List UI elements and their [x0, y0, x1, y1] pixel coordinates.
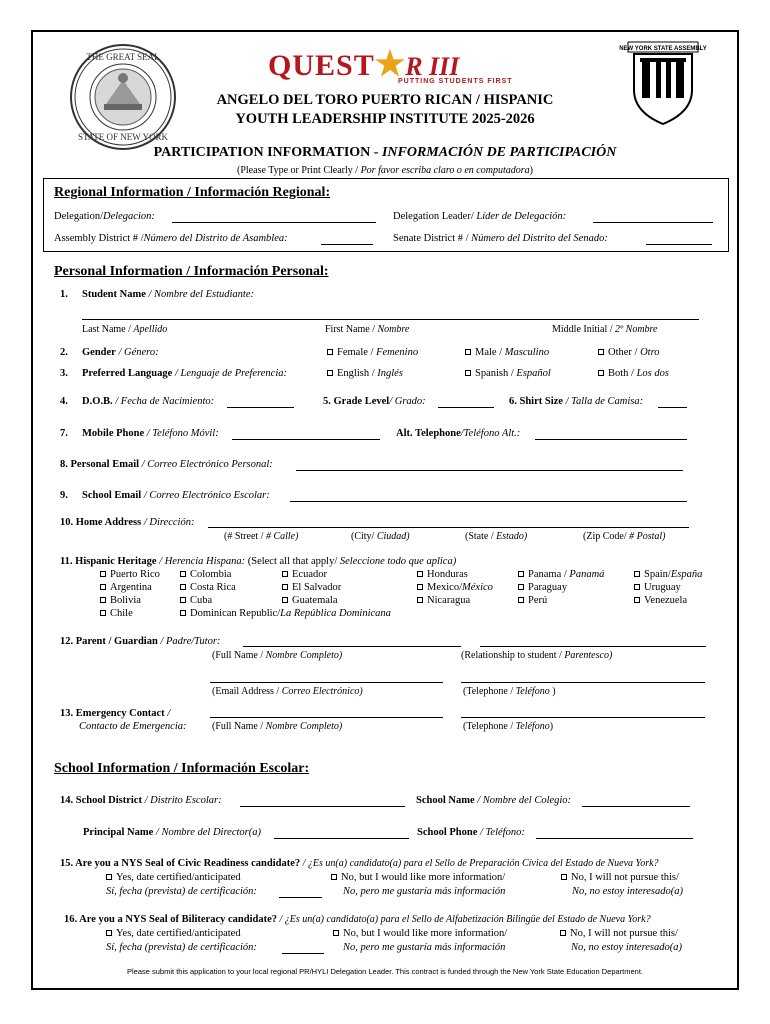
home-address-label: 10. Home Address / Dirección: [60, 517, 195, 528]
checkbox-icon[interactable] [465, 370, 471, 376]
shirt-size-field[interactable] [658, 407, 687, 408]
school-name-field[interactable] [582, 806, 690, 807]
country-option[interactable]: Guatemala [282, 595, 337, 606]
biliteracy-yes-option[interactable]: Yes, date certified/anticipated [106, 928, 241, 939]
checkbox-icon[interactable] [282, 597, 288, 603]
student-name-field[interactable] [82, 319, 699, 320]
svg-text:NEW YORK STATE ASSEMBLY: NEW YORK STATE ASSEMBLY [619, 46, 707, 52]
checkbox-icon[interactable] [327, 349, 333, 355]
mobile-phone-field[interactable] [232, 439, 380, 440]
checkbox-icon[interactable] [518, 571, 524, 577]
checkbox-icon[interactable] [100, 584, 106, 590]
checkbox-icon[interactable] [417, 584, 423, 590]
civic-no-but-option[interactable]: No, but I would like more information/ [331, 872, 505, 883]
checkbox-icon[interactable] [560, 930, 566, 936]
q2-number: 2. [60, 347, 68, 358]
student-name-label: Student Name / Nombre del Estudiante: [82, 289, 254, 300]
country-option[interactable]: Colombia [180, 569, 231, 580]
school-phone-label: School Phone / Teléfono: [417, 827, 525, 838]
checkbox-icon[interactable] [180, 584, 186, 590]
checkbox-icon[interactable] [180, 610, 186, 616]
q3-number: 3. [60, 368, 68, 379]
grade-level-label: 5. Grade Level/ Grado: [323, 396, 426, 407]
country-option[interactable]: Costa Rica [180, 582, 236, 593]
senate-district-label: Senate District # / Número del Distrito del Senado: [393, 233, 608, 244]
country-option[interactable]: Honduras [417, 569, 468, 580]
telephone-caption: (Telephone / Teléfono ) [463, 686, 556, 697]
country-option[interactable]: Uruguay [634, 582, 681, 593]
biliteracy-no-but-option[interactable]: No, but I would like more information/ [333, 928, 507, 939]
principal-name-label: Principal Name / Nombre del Director(a) [83, 827, 261, 838]
country-option[interactable]: Bolivia [100, 595, 141, 606]
civic-yes-label-es: Sí, fecha (prevista) de certificación: [106, 886, 257, 897]
delegation-leader-label: Delegation Leader/ Líder de Delegación: [393, 211, 567, 222]
star-icon: ★ [374, 46, 406, 83]
biliteracy-no-but-label-es: No, pero me gustaría más información [343, 942, 506, 953]
principal-name-field[interactable] [274, 838, 409, 839]
checkbox-icon[interactable] [417, 571, 423, 577]
country-option[interactable]: Argentina [100, 582, 152, 593]
biliteracy-yes-label-es: Sí, fecha (prevista) de certificación: [106, 942, 257, 953]
svg-text:THE GREAT SEAL: THE GREAT SEAL [86, 52, 160, 62]
q7-number: 7. [60, 428, 68, 439]
hispanic-heritage-label: 11. Hispanic Heritage / Herencia Hispana: (Select all that apply/ Seleccione todo que aplica) [60, 556, 457, 567]
checkbox-icon[interactable] [327, 370, 333, 376]
personal-email-label: 8. Personal Email / Correo Electrónico Personal: [60, 459, 273, 470]
country-option[interactable]: Venezuela [634, 595, 687, 606]
school-phone-field[interactable] [536, 838, 693, 839]
personal-heading: Personal Information / Información Personal: [54, 264, 329, 279]
civic-no-label-es: No, no estoy interesado(a) [572, 886, 684, 897]
biliteracy-date-field[interactable] [282, 953, 324, 954]
gender-male-option[interactable]: Male / Masculino [465, 347, 549, 358]
emergency-telephone-caption: (Telephone / Teléfono) [463, 721, 554, 732]
school-heading: School Information / Información Escolar: [54, 761, 310, 776]
home-address-field[interactable] [208, 527, 689, 528]
svg-text:STATE OF NEW YORK: STATE OF NEW YORK [77, 132, 169, 142]
checkbox-icon[interactable] [634, 584, 640, 590]
civic-readiness-question: 15. Are you a NYS Seal of Civic Readiness candidate? / ¿Es un(a) candidato(a) para el Sello de Preparación Cívica del Estado de Nueva York? [60, 858, 659, 869]
dob-label: D.O.B. / Fecha de Nacimiento: [82, 396, 215, 407]
checkbox-icon[interactable] [465, 349, 471, 355]
instruction: (Please Type or Print Clearly / Por favor escriba claro o en computadora) [237, 165, 533, 176]
checkbox-icon[interactable] [331, 874, 337, 880]
subtitle: PARTICIPATION INFORMATION - INFORMACIÓN DE PARTICIPACIÓN [153, 145, 617, 160]
language-spanish-option[interactable]: Spanish / Español [465, 368, 551, 379]
country-option[interactable]: Nicaragua [417, 595, 470, 606]
language-both-option[interactable]: Both / Los dos [598, 368, 669, 379]
mobile-phone-label: Mobile Phone / Teléfono Móvil: [82, 428, 219, 439]
country-option[interactable]: Ecuador [282, 569, 327, 580]
checkbox-icon[interactable] [282, 584, 288, 590]
first-name-caption: First Name / Nombre [325, 324, 410, 335]
country-option-dominican[interactable]: Dominican Republic/La República Dominicana [180, 608, 391, 619]
country-option-spain[interactable]: Spain/España [634, 569, 702, 580]
shirt-size-label: 6. Shirt Size / Talla de Camisa: [509, 396, 644, 407]
q9-number: 9. [60, 490, 68, 501]
school-name-label: School Name / Nombre del Colegio: [416, 795, 572, 806]
language-english-option[interactable]: English / Inglés [327, 368, 403, 379]
civic-no-option[interactable]: No, I will not pursue this/ [561, 872, 679, 883]
checkbox-icon[interactable] [100, 610, 106, 616]
gender-other-option[interactable]: Other / Otro [598, 347, 660, 358]
language-label: Preferred Language / Lenguaje de Preferencia: [82, 368, 287, 379]
checkbox-icon[interactable] [417, 597, 423, 603]
gender-female-option[interactable]: Female / Femenino [327, 347, 418, 358]
emergency-contact-label-es: Contacto de Emergencia: [79, 721, 187, 732]
parent-email-field[interactable] [210, 682, 443, 683]
biliteracy-no-option[interactable]: No, I will not pursue this/ [560, 928, 678, 939]
alt-telephone-label: Alt. Telephone/Teléfono Alt.: [396, 428, 521, 439]
emergency-telephone-field[interactable] [461, 717, 705, 718]
checkbox-icon[interactable] [100, 597, 106, 603]
checkbox-icon[interactable] [518, 584, 524, 590]
country-option-mexico[interactable]: Mexico/México [417, 582, 493, 593]
emergency-fullname-field[interactable] [210, 717, 443, 718]
biliteracy-no-label-es: No, no estoy interesado(a) [571, 942, 683, 953]
footer-note: Please submit this application to your local regional PR/HYLI Delegation Leader. This contract is funded through the New York State Education Department. [127, 967, 643, 976]
state-caption: (State / Estado) [465, 531, 528, 542]
checkbox-icon[interactable] [598, 349, 604, 355]
school-email-field[interactable] [290, 501, 687, 502]
assembly-district-label: Assembly District # /Número del Distrito de Asamblea: [54, 233, 288, 244]
middle-initial-caption: Middle Initial / 2º Nombre [552, 324, 658, 335]
country-option[interactable]: El Salvador [282, 582, 341, 593]
delegation-field[interactable] [172, 222, 376, 223]
title-line-1: ANGELO DEL TORO PUERTO RICAN / HISPANIC [216, 92, 554, 108]
questar-logo: QUEST★R III PUTTING STUDENTS FIRST [268, 46, 513, 85]
email-caption: (Email Address / Correo Electrónico) [212, 686, 363, 697]
dob-field[interactable] [227, 407, 294, 408]
checkbox-icon[interactable] [100, 571, 106, 577]
parent-fullname-field[interactable] [243, 646, 461, 647]
zip-caption: (Zip Code/ # Postal) [583, 531, 666, 542]
country-option[interactable]: Paraguay [518, 582, 567, 593]
parent-telephone-field[interactable] [461, 682, 705, 683]
title-line-2: YOUTH LEADERSHIP INSTITUTE 2025-2026 [235, 111, 535, 127]
checkbox-icon[interactable] [598, 370, 604, 376]
civic-date-field[interactable] [279, 897, 322, 898]
country-option-panama[interactable]: Panama / Panamá [518, 569, 604, 580]
personal-email-field[interactable] [296, 470, 683, 471]
q1-number: 1. [60, 289, 68, 300]
checkbox-icon[interactable] [106, 874, 112, 880]
q4-number: 4. [60, 396, 68, 407]
relationship-caption: (Relationship to student / Parentesco) [461, 650, 613, 661]
country-option[interactable]: Chile [100, 608, 133, 619]
parent-guardian-label: 12. Parent / Guardian / Padre/Tutor: [60, 636, 221, 647]
gender-label: Gender / Género: [82, 347, 159, 358]
checkbox-icon[interactable] [518, 597, 524, 603]
country-option[interactable]: Cuba [180, 595, 212, 606]
last-name-caption: Last Name / Apellido [82, 324, 168, 335]
assembly-district-field[interactable] [321, 244, 373, 245]
checkbox-icon[interactable] [333, 930, 339, 936]
delegation-leader-field[interactable] [593, 222, 713, 223]
street-caption: (# Street / # Calle) [224, 531, 299, 542]
country-option[interactable]: Puerto Rico [100, 569, 160, 580]
emergency-contact-label: 13. Emergency Contact / [60, 708, 171, 719]
country-option[interactable]: Perú [518, 595, 547, 606]
checkbox-icon[interactable] [561, 874, 567, 880]
checkbox-icon[interactable] [180, 597, 186, 603]
civic-yes-option[interactable]: Yes, date certified/anticipated [106, 872, 241, 883]
delegation-label: Delegation/Delegacion: [54, 211, 155, 222]
checkbox-icon[interactable] [634, 571, 640, 577]
fullname-caption: (Full Name / Nombre Completo) [212, 650, 343, 661]
biliteracy-question: 16. Are you a NYS Seal of Biliteracy candidate? / ¿Es un(a) candidato(a) para el Sello de Alfabetización Bilingüe del Estado de Nueva York? [64, 914, 651, 925]
emergency-fullname-caption: (Full Name / Nombre Completo) [212, 721, 343, 732]
senate-district-field[interactable] [646, 244, 712, 245]
civic-no-but-label-es: No, pero me gustaría más información [343, 886, 506, 897]
checkbox-icon[interactable] [180, 571, 186, 577]
checkbox-icon[interactable] [282, 571, 288, 577]
school-district-field[interactable] [240, 806, 405, 807]
alt-telephone-field[interactable] [535, 439, 687, 440]
checkbox-icon[interactable] [634, 597, 640, 603]
school-email-label: School Email / Correo Electrónico Escolar: [82, 490, 270, 501]
grade-level-field[interactable] [438, 407, 494, 408]
school-district-label: 14. School District / Distrito Escolar: [60, 795, 222, 806]
parent-relationship-field[interactable] [480, 646, 706, 647]
city-caption: (City/ Ciudad) [351, 531, 410, 542]
checkbox-icon[interactable] [106, 930, 112, 936]
regional-heading: Regional Information / Información Regional: [54, 185, 331, 200]
